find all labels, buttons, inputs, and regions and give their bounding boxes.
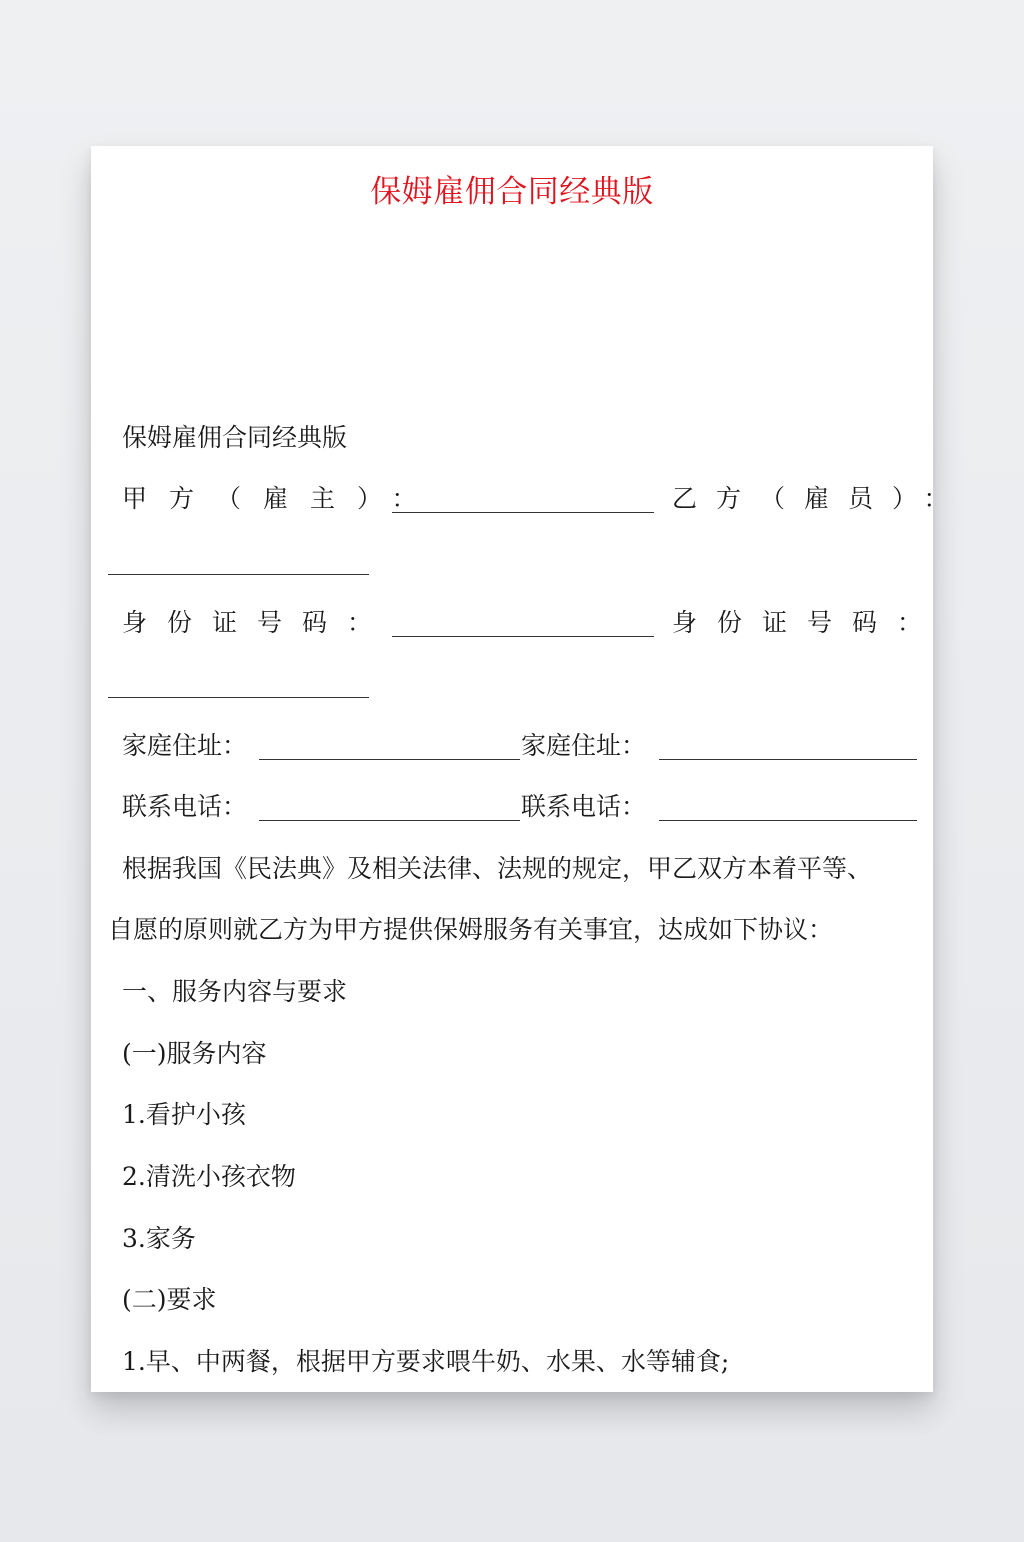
id-a-blank[interactable]: [392, 636, 654, 637]
id-label-b: 身份证号码：: [672, 608, 943, 637]
subsection-2-heading: (二)要求: [122, 1285, 217, 1314]
id-label-a: 身份证号码：: [122, 608, 393, 637]
address-b-blank[interactable]: [659, 759, 917, 760]
party-a-label: 甲方（雇主）：: [122, 484, 439, 513]
subsection-1-heading: (一)服务内容: [122, 1039, 267, 1068]
phone-b-blank[interactable]: [659, 820, 917, 821]
preamble-line-2: 自愿的原则就乙方为甲方提供保姆服务有关事宜，达成如下协议：: [108, 915, 834, 944]
phone-label-a: 联系电话：: [122, 792, 248, 821]
id-b-blank[interactable]: [108, 697, 369, 698]
party-b-blank[interactable]: [108, 574, 369, 575]
service-item-2: 2.清洗小孩衣物: [122, 1162, 296, 1191]
document-page: [91, 146, 968, 1392]
address-label-b: 家庭住址：: [521, 731, 647, 760]
address-a-blank[interactable]: [259, 759, 520, 760]
phone-label-b: 联系电话：: [521, 792, 647, 821]
address-label-a: 家庭住址：: [122, 731, 248, 760]
service-item-3: 3.家务: [122, 1224, 196, 1253]
party-a-blank[interactable]: [392, 512, 654, 513]
contract-heading: 保姆雇佣合同经典版: [122, 423, 348, 452]
service-item-1: 1.看护小孩: [122, 1100, 246, 1129]
phone-a-blank[interactable]: [259, 820, 520, 821]
section-1-heading: 一、服务内容与要求: [122, 977, 348, 1006]
requirement-1: 1.早、中两餐，根据甲方要求喂牛奶、水果、水等辅食;: [122, 1347, 730, 1376]
document-title: 保姆雇佣合同经典版: [370, 174, 654, 210]
party-b-label: 乙方（雇员）：: [672, 484, 968, 513]
preamble-line-1: 根据我国《民法典》及相关法律、法规的规定，甲乙双方本着平等、: [122, 854, 873, 883]
